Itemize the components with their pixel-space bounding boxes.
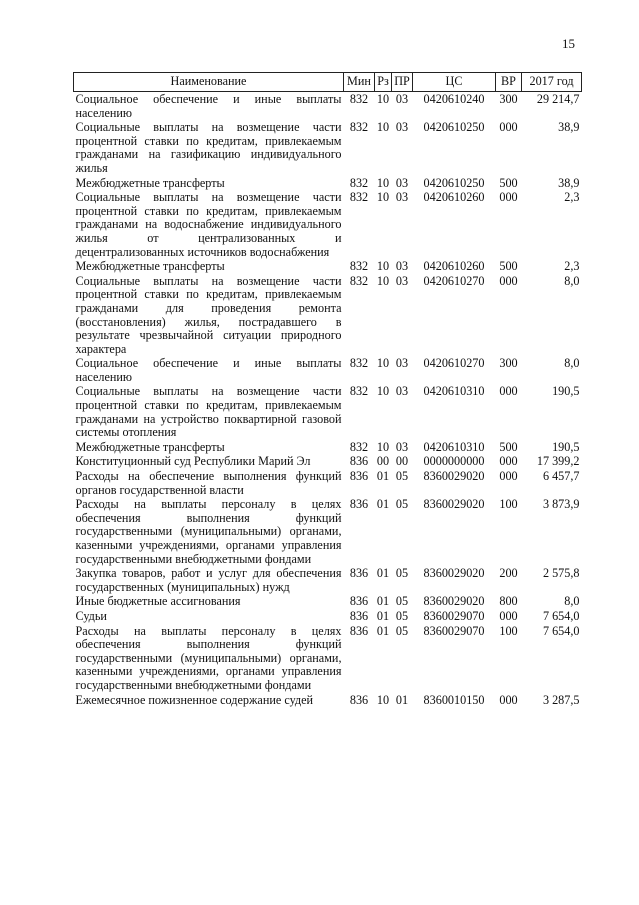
table-row bbox=[74, 454, 582, 469]
table-row bbox=[74, 259, 582, 274]
table-row bbox=[74, 469, 582, 497]
row-amount: 6 457,7 bbox=[542, 469, 580, 484]
table-row bbox=[74, 624, 582, 693]
table-body bbox=[74, 92, 582, 708]
column-header-year: 2017 год bbox=[522, 73, 582, 92]
row-name: Судьи bbox=[75, 608, 107, 623]
row-name: Социальное обеспечение и иные выплаты населению bbox=[75, 356, 342, 384]
row-name: Ежемесячное пожизненное содержание судей bbox=[75, 692, 314, 707]
row-name: Социальные выплаты на возмещение части процентной ставки по кредитам, привлекаемым гражданами на устройство поквартирной газовой системы отопления bbox=[75, 384, 342, 440]
column-header-min: Мин bbox=[344, 73, 375, 92]
row-rz-code: 10 bbox=[376, 120, 390, 135]
row-rz-code: 01 bbox=[376, 608, 390, 623]
row-min-code: 832 bbox=[349, 356, 369, 371]
row-amount: 190,5 bbox=[552, 384, 580, 399]
row-name: Межбюджетные трансферты bbox=[75, 439, 225, 454]
row-pr-code: 05 bbox=[395, 497, 409, 512]
row-amount: 3 873,9 bbox=[542, 497, 580, 512]
row-name: Межбюджетные трансферты bbox=[75, 259, 225, 274]
row-vr-code: 000 bbox=[499, 384, 518, 399]
table-row bbox=[74, 440, 582, 455]
row-amount: 2,3 bbox=[564, 259, 580, 274]
page-number: 15 bbox=[562, 36, 575, 51]
row-vr-code: 500 bbox=[499, 259, 518, 274]
row-rz-code: 10 bbox=[376, 92, 390, 106]
row-vr-code: 000 bbox=[499, 120, 518, 135]
row-vr-code: 500 bbox=[499, 175, 518, 190]
row-name: Иные бюджетные ассигнования bbox=[75, 594, 241, 609]
row-pr-code: 03 bbox=[395, 273, 409, 288]
row-pr-code: 01 bbox=[395, 692, 409, 707]
row-name: Конституционный суд Республики Марий Эл bbox=[75, 454, 311, 469]
table-row bbox=[74, 693, 582, 708]
row-amount: 38,9 bbox=[558, 120, 580, 135]
row-name: Социальные выплаты на возмещение части процентной ставки по кредитам, привлекаемым гражданами для проведения ремонта (восстановления) жилья, пострадавшего в результате чрезвычайной ситуации природного характера bbox=[75, 273, 342, 356]
row-amount: 8,0 bbox=[564, 356, 580, 371]
row-cs-code: 0000000000 bbox=[423, 454, 485, 469]
row-pr-code: 05 bbox=[395, 566, 409, 581]
row-vr-code: 100 bbox=[499, 497, 518, 512]
row-min-code: 832 bbox=[349, 384, 369, 399]
table-row bbox=[74, 176, 582, 191]
row-min-code: 836 bbox=[349, 692, 369, 707]
table-row bbox=[74, 497, 582, 566]
row-vr-code: 000 bbox=[499, 454, 518, 469]
row-vr-code: 000 bbox=[499, 469, 518, 484]
row-name: Социальные выплаты на возмещение части процентной ставки по кредитам, привлекаемым гражданами на водоснабжение индивидуального жилья от централизованных и децентрализованных источников водоснабжения bbox=[75, 190, 342, 259]
row-rz-code: 10 bbox=[376, 384, 390, 399]
row-rz-code: 01 bbox=[376, 497, 390, 512]
row-name: Расходы на выплаты персоналу в целях обеспечения выполнения функций государственными (муниципальными) органами, казенными учреждениями, органами управления государственными внебюджетными фондами bbox=[75, 623, 342, 692]
row-rz-code: 01 bbox=[376, 594, 390, 609]
row-min-code: 836 bbox=[349, 454, 369, 469]
table-row bbox=[74, 566, 582, 594]
row-name: Расходы на выплаты персоналу в целях обеспечения выполнения функций государственными (муниципальными) органами, казенными учреждениями, органами управления государственными внебюджетными фондами bbox=[75, 497, 342, 566]
table-row bbox=[74, 609, 582, 624]
row-vr-code: 000 bbox=[499, 190, 518, 205]
row-pr-code: 03 bbox=[395, 384, 409, 399]
row-rz-code: 10 bbox=[376, 175, 390, 190]
row-cs-code: 8360029020 bbox=[423, 566, 485, 581]
row-cs-code: 8360029070 bbox=[423, 623, 485, 638]
table-row bbox=[74, 190, 582, 259]
row-min-code: 836 bbox=[349, 566, 369, 581]
row-rz-code: 10 bbox=[376, 439, 390, 454]
row-rz-code: 01 bbox=[376, 623, 390, 638]
row-name: Межбюджетные трансферты bbox=[75, 175, 225, 190]
row-name: Закупка товаров, работ и услуг для обеспечения государственных (муниципальных) нужд bbox=[75, 566, 342, 594]
row-cs-code: 8360010150 bbox=[423, 692, 485, 707]
row-pr-code: 05 bbox=[395, 594, 409, 609]
row-amount: 190,5 bbox=[552, 439, 580, 454]
row-amount: 3 287,5 bbox=[542, 692, 580, 707]
row-min-code: 836 bbox=[349, 594, 369, 609]
row-min-code: 832 bbox=[349, 92, 369, 106]
row-cs-code: 0420610310 bbox=[423, 384, 485, 399]
row-pr-code: 00 bbox=[395, 454, 409, 469]
column-header-pr: ПР bbox=[392, 73, 413, 92]
row-rz-code: 10 bbox=[376, 692, 390, 707]
row-rz-code: 00 bbox=[376, 454, 390, 469]
row-amount: 7 654,0 bbox=[542, 608, 580, 623]
row-vr-code: 200 bbox=[499, 566, 518, 581]
column-header-vr: ВР bbox=[496, 73, 522, 92]
row-cs-code: 0420610260 bbox=[423, 259, 485, 274]
row-rz-code: 01 bbox=[376, 469, 390, 484]
table-row bbox=[74, 594, 582, 609]
column-header-name: Наименование bbox=[74, 73, 344, 92]
row-vr-code: 300 bbox=[499, 356, 518, 371]
column-header-cs: ЦС bbox=[413, 73, 496, 92]
row-cs-code: 8360029020 bbox=[423, 469, 485, 484]
table-row bbox=[74, 92, 582, 121]
row-cs-code: 0420610270 bbox=[423, 356, 485, 371]
row-amount: 38,9 bbox=[558, 175, 580, 190]
row-min-code: 832 bbox=[349, 259, 369, 274]
row-min-code: 832 bbox=[349, 190, 369, 205]
row-vr-code: 000 bbox=[499, 273, 518, 288]
row-cs-code: 0420610260 bbox=[423, 190, 485, 205]
row-name: Социальные выплаты на возмещение части процентной ставки по кредитам, привлекаемым гражданами на газификацию индивидуального жилья bbox=[75, 120, 342, 175]
row-pr-code: 03 bbox=[395, 92, 409, 106]
row-min-code: 836 bbox=[349, 608, 369, 623]
table-row bbox=[74, 384, 582, 439]
row-min-code: 836 bbox=[349, 623, 369, 638]
row-name: Расходы на обеспечение выполнения функций органов государственной власти bbox=[75, 469, 342, 497]
row-cs-code: 0420610270 bbox=[423, 273, 485, 288]
row-vr-code: 000 bbox=[499, 608, 518, 623]
row-vr-code: 300 bbox=[499, 92, 518, 106]
row-pr-code: 03 bbox=[395, 259, 409, 274]
row-pr-code: 03 bbox=[395, 439, 409, 454]
row-amount: 17 399,2 bbox=[536, 454, 580, 469]
row-vr-code: 100 bbox=[499, 623, 518, 638]
row-rz-code: 10 bbox=[376, 356, 390, 371]
row-pr-code: 03 bbox=[395, 190, 409, 205]
row-min-code: 836 bbox=[349, 469, 369, 484]
row-rz-code: 10 bbox=[376, 273, 390, 288]
row-amount: 8,0 bbox=[564, 273, 580, 288]
row-pr-code: 05 bbox=[395, 623, 409, 638]
row-cs-code: 0420610240 bbox=[423, 92, 485, 106]
table-header-row bbox=[74, 73, 582, 92]
table-row bbox=[74, 274, 582, 357]
row-vr-code: 500 bbox=[499, 439, 518, 454]
row-amount: 8,0 bbox=[564, 594, 580, 609]
row-pr-code: 03 bbox=[395, 120, 409, 135]
row-cs-code: 0420610310 bbox=[423, 439, 485, 454]
row-cs-code: 8360029070 bbox=[423, 608, 485, 623]
row-min-code: 832 bbox=[349, 273, 369, 288]
row-amount: 2,3 bbox=[564, 190, 580, 205]
row-cs-code: 8360029020 bbox=[423, 594, 485, 609]
row-rz-code: 01 bbox=[376, 566, 390, 581]
row-min-code: 832 bbox=[349, 175, 369, 190]
row-pr-code: 05 bbox=[395, 608, 409, 623]
row-cs-code: 0420610250 bbox=[423, 120, 485, 135]
row-pr-code: 05 bbox=[395, 469, 409, 484]
row-vr-code: 000 bbox=[499, 692, 518, 707]
column-header-rz: Рз bbox=[375, 73, 392, 92]
row-min-code: 836 bbox=[349, 497, 369, 512]
table-row bbox=[74, 356, 582, 384]
row-pr-code: 03 bbox=[395, 356, 409, 371]
row-pr-code: 03 bbox=[395, 175, 409, 190]
row-rz-code: 10 bbox=[376, 259, 390, 274]
row-rz-code: 10 bbox=[376, 190, 390, 205]
row-name: Социальное обеспечение и иные выплаты населению bbox=[75, 92, 342, 120]
row-min-code: 832 bbox=[349, 439, 369, 454]
budget-table bbox=[73, 72, 582, 707]
row-amount: 2 575,8 bbox=[542, 566, 580, 581]
row-cs-code: 8360029020 bbox=[423, 497, 485, 512]
row-amount: 29 214,7 bbox=[536, 92, 580, 106]
row-cs-code: 0420610250 bbox=[423, 175, 485, 190]
table-row bbox=[74, 120, 582, 175]
row-amount: 7 654,0 bbox=[542, 623, 580, 638]
row-min-code: 832 bbox=[349, 120, 369, 135]
row-vr-code: 800 bbox=[499, 594, 518, 609]
